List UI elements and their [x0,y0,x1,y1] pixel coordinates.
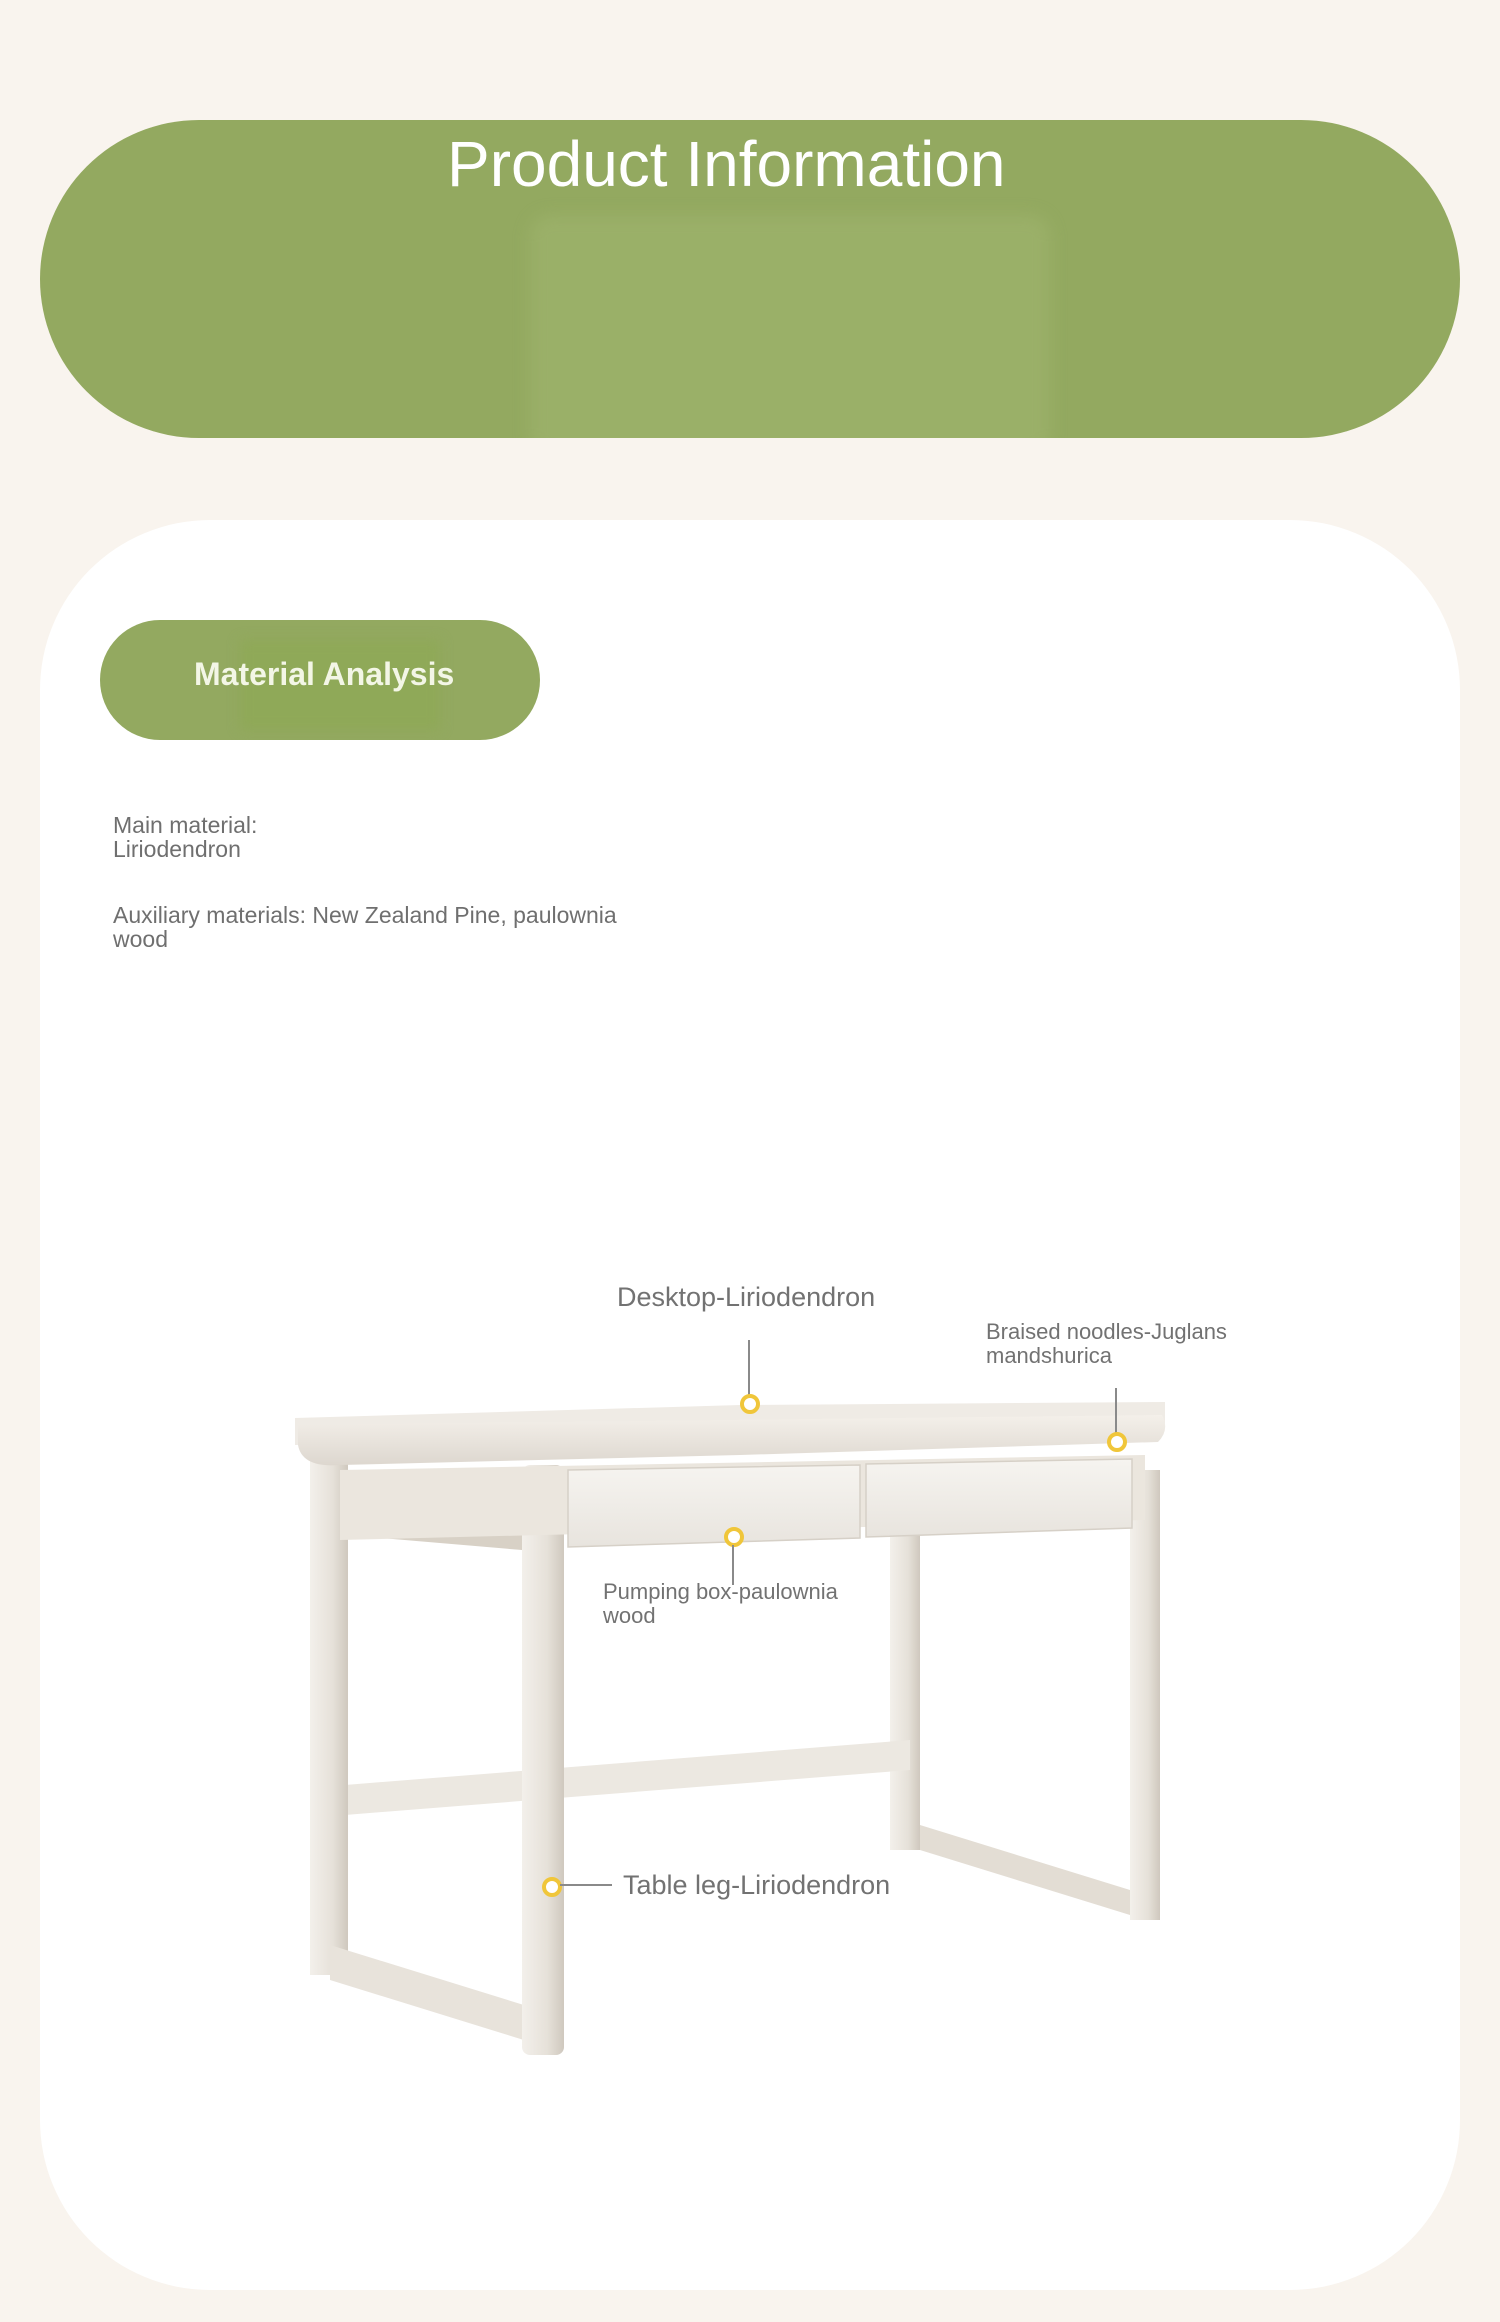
desk-top [295,1402,1165,1465]
desk-drawers [568,1459,1132,1547]
section-title: Material Analysis [194,656,455,692]
callout-braised-noodles: Braised noodles-Juglans mandshurica [986,1319,1227,1368]
callout-pumping-box: Pumping box-paulownia wood [603,1579,838,1628]
callout-desktop: Desktop-Liriodendron [617,1282,876,1312]
callout-braised-marker [1107,1432,1127,1452]
callout-desktop-marker [740,1394,760,1414]
page-title: Product Information [447,128,1006,200]
main-material-text: Main material: Liriodendron [113,812,258,862]
callout-pumping-marker [724,1527,744,1547]
auxiliary-material-text: Auxiliary materials: New Zealand Pine, paulownia wood [113,902,617,952]
callout-leg-marker [542,1877,562,1897]
desk-left-frame [310,1455,564,2055]
callout-leg-leader [560,1884,612,1886]
header-logo-watermark [530,215,1050,438]
desk-back-frame [890,1470,1160,1920]
callout-table-leg: Table leg-Liriodendron [623,1870,891,1900]
material-card [40,520,1460,2290]
callout-desktop-leader [748,1340,750,1402]
